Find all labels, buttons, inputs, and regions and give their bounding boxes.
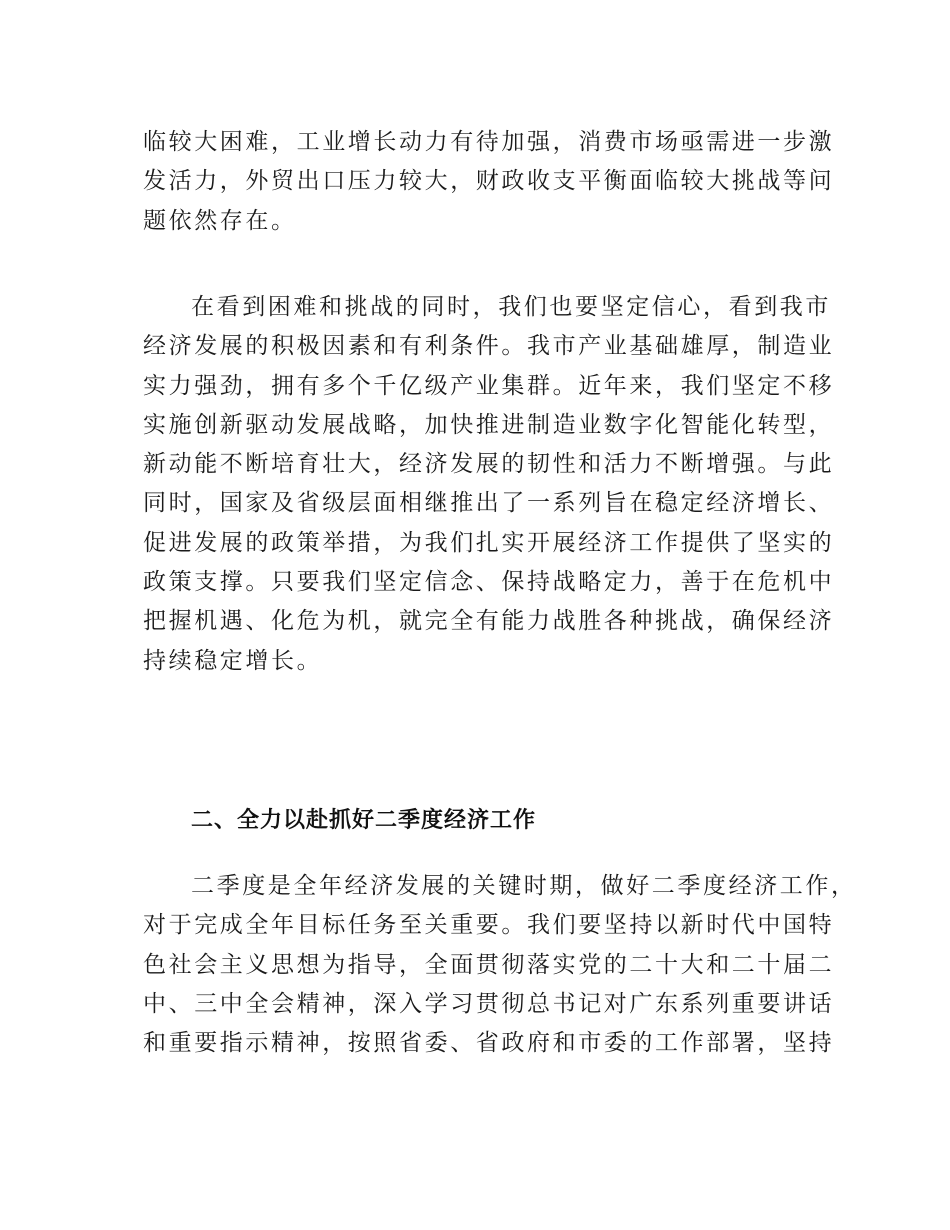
paragraph-line: 实施创新驱动发展战略，加快推进制造业数字化智能化转型， (143, 411, 835, 438)
paragraph-line: 经济发展的积极因素和有利条件。我市产业基础雄厚，制造业 (143, 333, 835, 360)
paragraph-line: 中、三中全会精神，深入学习贯彻总书记对广东系列重要讲话 (143, 990, 835, 1017)
paragraph-line: 发活力，外贸出口压力较大，财政收支平衡面临较大挑战等问 (143, 168, 835, 195)
paragraph-line: 政策支撑。只要我们坚定信念、保持战略定力，善于在危机中 (143, 569, 835, 596)
section-heading: 二、全力以赴抓好二季度经济工作 (191, 808, 537, 833)
paragraph-line: 促进发展的政策举措，为我们扎实开展经济工作提供了坚实的 (143, 529, 835, 556)
paragraph-line: 和重要指示精神，按照省委、省政府和市委的工作部署，坚持 (143, 1030, 835, 1057)
paragraph-line: 把握机遇、化危为机，就完全有能力战胜各种挑战，确保经济 (143, 608, 835, 635)
paragraph-line: 持续稳定增长。 (143, 647, 323, 674)
paragraph-line: 题依然存在。 (143, 207, 297, 234)
paragraph-line: 实力强劲，拥有多个千亿级产业集群。近年来，我们坚定不移 (143, 372, 835, 399)
paragraph-line: 二季度是全年经济发展的关键时期，做好二季度经济工作， (191, 873, 857, 899)
paragraph-1 (143, 123, 835, 241)
paragraph-line: 同时，国家及省级层面相继推出了一系列旨在稳定经济增长、 (143, 490, 835, 517)
paragraph-line: 对于完成全年目标任务至关重要。我们要坚持以新时代中国特 (143, 912, 835, 939)
paragraph-3 (143, 867, 857, 1063)
paragraph-line: 色社会主义思想为指导，全面贯彻落实党的二十大和二十届二 (143, 951, 835, 978)
paragraph-line: 临较大困难，工业增长动力有待加强，消费市场亟需进一步激 (143, 129, 835, 155)
paragraph-line: 新动能不断培育壮大，经济发展的韧性和活力不断增强。与此 (143, 451, 835, 478)
paragraph-line: 在看到困难和挑战的同时，我们也要坚定信心，看到我市 (191, 294, 831, 320)
paragraph-2 (143, 288, 835, 681)
